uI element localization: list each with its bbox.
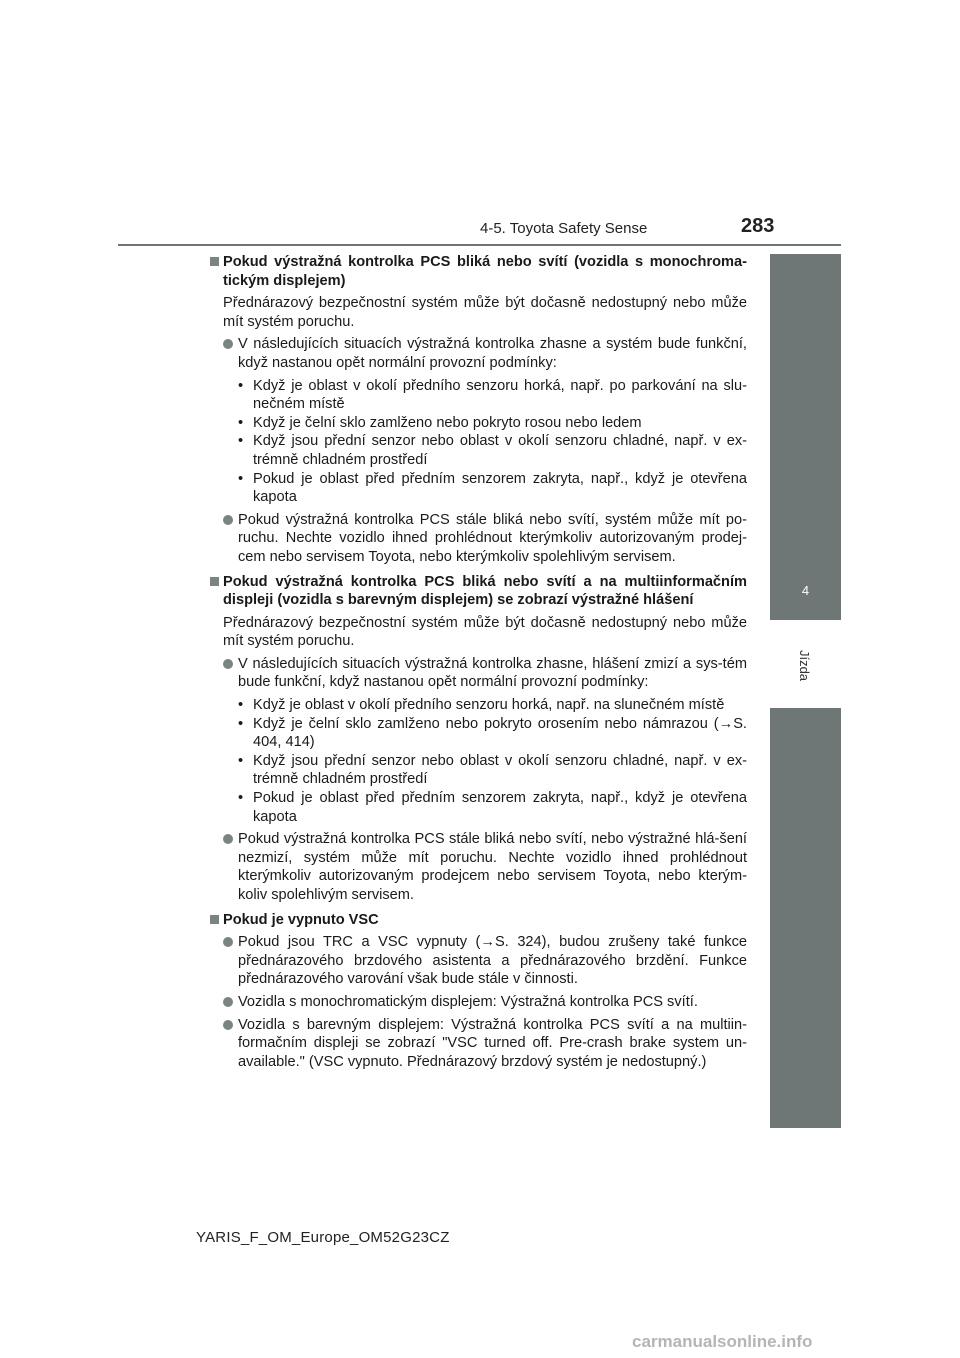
sub-list-item: • Když je oblast v okolí předního senzoru horká, např. na slunečném místě <box>238 697 725 714</box>
list-item: Vozidla s barevným displejem: Výstražná kontrolka PCS svítí a na multiin-formačním displeji se zobrazí "VSC turned off. Pre-crash brake system un-available." (VSC vypnuto. Přednárazový brzdový systém je nedostupný.) <box>210 1016 747 1072</box>
section-pcs-monochrome <box>210 253 747 567</box>
sub-list <box>210 696 747 826</box>
sub-list-item: • Když jsou přední senzor nebo oblast v okolí senzoru chladné, např. v ex-trémně chladném prostředí <box>238 752 747 788</box>
sub-list-item: • Když jsou přední senzor nebo oblast v okolí senzoru chladné, např. v ex-trémně chladném prostředí <box>238 433 747 468</box>
chapter-label-text: Jízda <box>797 649 813 681</box>
header-divider <box>118 244 841 246</box>
circle-bullet-icon <box>223 515 233 525</box>
watermark: carmanualsonline.info <box>632 1332 813 1351</box>
circle-bullet-icon <box>223 659 233 669</box>
list-item: Pokud jsou TRC a VSC vypnuty (→S. 324), budou zrušeny také funkce přednárazového brzdového asistenta a přednárazového brzdění. Funkce přednárazového varování však bude stále v činnosti. <box>210 933 747 989</box>
dot-bullet-icon: • <box>238 433 244 450</box>
list-item: Pokud výstražná kontrolka PCS stále bliká nebo svítí, systém může mít po-ruchu. Nechte vozidlo ihned prohlédnout kterýmkoliv autorizovaným prodej-cem nebo servisem Toyota, nebo kterýmkoliv spolehlivým servisem. <box>210 511 747 567</box>
dot-bullet-icon: • <box>238 377 244 394</box>
dot-bullet-icon: • <box>238 715 244 732</box>
dot-bullet-icon: • <box>238 697 244 714</box>
section-intro: Přednárazový bezpečnostní systém může být dočasně nedostupný nebo může mít systém poruchu. <box>223 295 747 330</box>
square-bullet-icon <box>210 915 219 924</box>
list-item: V následujících situacích výstražná kontrolka zhasne, hlášení zmizí a sys-tém bude funkční, když nastanou opět normální provozní podmínky: <box>210 655 747 692</box>
section-pcs-color-display <box>210 573 747 905</box>
chapter-number-tab: 4 <box>770 560 841 620</box>
circle-bullet-icon <box>223 1020 233 1030</box>
square-bullet-icon <box>210 257 219 266</box>
dot-bullet-icon: • <box>238 470 244 487</box>
circle-bullet-icon <box>223 937 233 947</box>
square-bullet-icon <box>210 577 219 586</box>
side-tab-bar-bottom <box>770 708 841 1128</box>
footer-document-code: YARIS_F_OM_Europe_OM52G23CZ <box>196 1229 450 1246</box>
section-intro: Přednárazový bezpečnostní systém může být dočasně nedostupný nebo může mít systém poruchu. <box>223 614 747 650</box>
list-item: Vozidla s monochromatickým displejem: Výstražná kontrolka PCS svítí. <box>210 993 747 1012</box>
list-item: Pokud výstražná kontrolka PCS stále bliká nebo svítí, nebo výstražné hlá-šení nezmizí, systém může mít poruchu. Nechte vozidlo ihned prohlédnout kterýmkoliv autorizovaným prodejcem nebo servisem Toyota, nebo kterým-koliv spolehlivým servisem. <box>210 830 747 904</box>
section-heading: Pokud je vypnuto VSC <box>210 911 747 930</box>
circle-bullet-icon <box>223 997 233 1007</box>
sub-list-item: • Když je oblast v okolí předního senzoru horká, např. po parkování na slu-nečném místě <box>238 377 747 413</box>
list-item: V následujících situacích výstražná kontrolka zhasne a systém bude funkční, když nastanou opět normální provozní podmínky: <box>210 335 747 372</box>
dot-bullet-icon: • <box>238 414 244 431</box>
section-vsc-off <box>210 911 747 1072</box>
dot-bullet-icon: • <box>238 752 244 769</box>
page-number: 283 <box>741 215 775 237</box>
sub-list-item: • Pokud je oblast před předním senzorem zakryta, např., když je otevřena kapota <box>238 470 747 506</box>
sub-list <box>210 377 747 507</box>
main-content <box>210 253 747 1077</box>
section-heading: Pokud výstražná kontrolka PCS bliká nebo svítí a na multiinformačním displeji (vozidla s barevným displejem) se zobrazí výstražné hlášení <box>210 573 747 610</box>
sub-list-item: • Pokud je oblast před předním senzorem zakryta, např., když je otevřena kapota <box>238 790 747 825</box>
sub-list-item: • Když je čelní sklo zamlženo nebo pokryto rosou nebo ledem <box>238 414 642 431</box>
header-section-title: 4-5. Toyota Safety Sense <box>480 220 648 237</box>
side-tab-bar-top <box>770 254 841 560</box>
circle-bullet-icon <box>223 834 233 844</box>
circle-bullet-icon <box>223 339 233 349</box>
chapter-label <box>775 645 835 685</box>
section-heading: Pokud výstražná kontrolka PCS bliká nebo svítí (vozidla s monochroma-tickým displejem) <box>210 253 747 290</box>
sub-list-item: • Když je čelní sklo zamlženo nebo pokryto orosením nebo námrazou (→S. 404, 414) <box>238 715 747 751</box>
dot-bullet-icon: • <box>238 790 244 807</box>
